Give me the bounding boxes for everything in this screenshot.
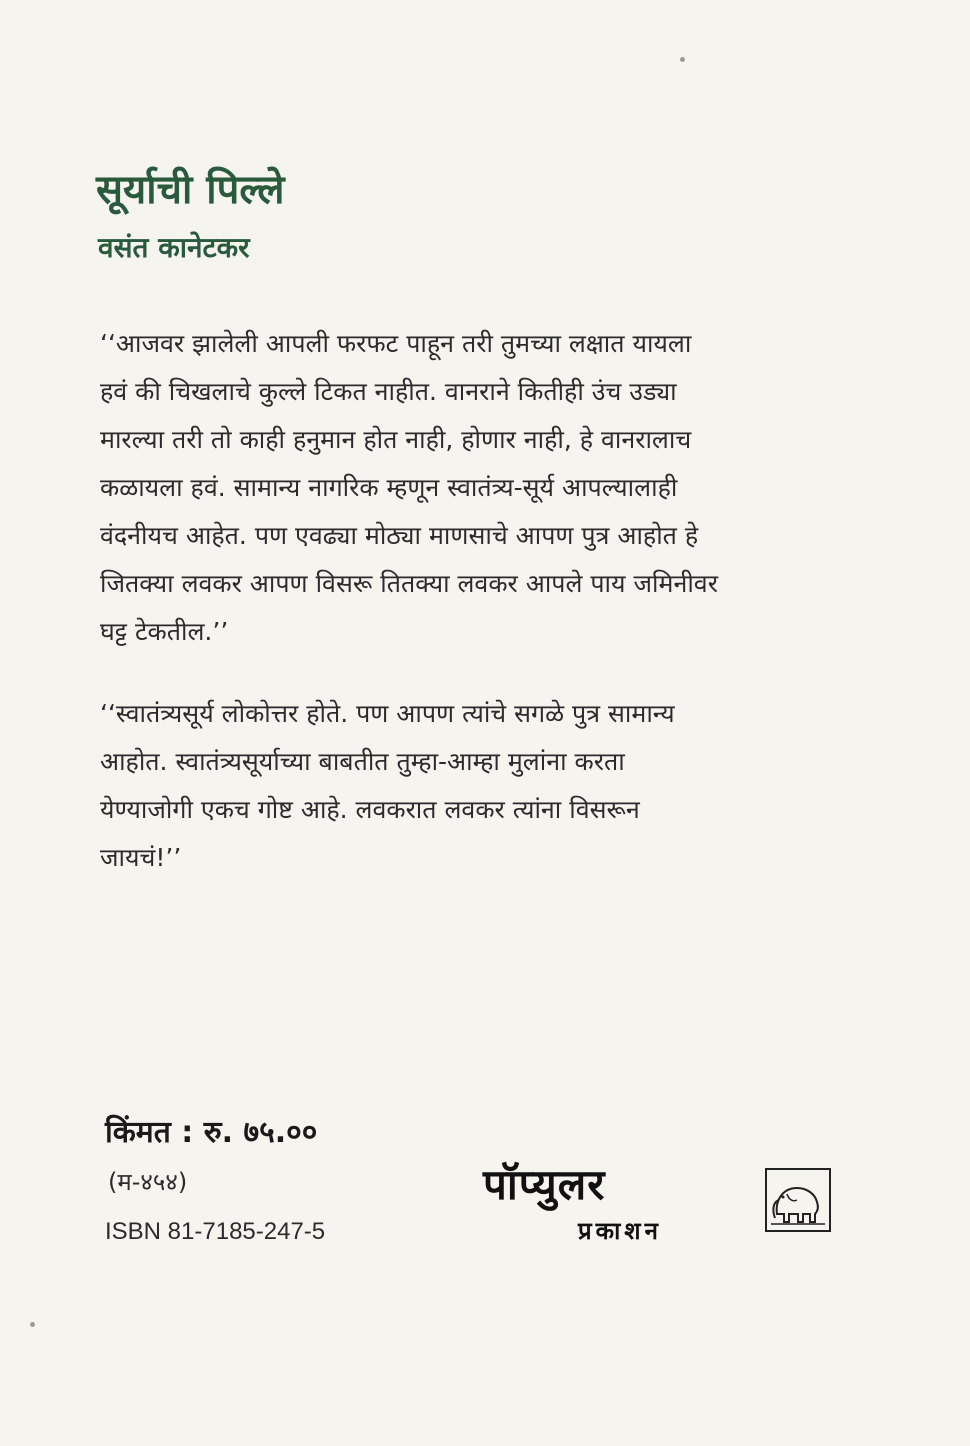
speck <box>30 1322 35 1327</box>
price-label: किंमत : रु. ७५.०० <box>105 1115 318 1150</box>
catalog-code: (म-४५४) <box>108 1168 188 1196</box>
blurb-paragraph-2 <box>100 690 830 882</box>
publisher-name: पॉप्युलर <box>483 1160 606 1209</box>
blurb-paragraph-1 <box>100 320 830 656</box>
elephant-icon <box>765 1168 831 1232</box>
blurb-line: ‘‘आजवर झालेली आपली फरफट पाहून तरी तुमच्या लक्षात यायला <box>100 329 692 358</box>
isbn-label: ISBN 81-7185-247-5 <box>105 1218 326 1245</box>
blurb-line: घट्ट टेकतील.’’ <box>100 617 229 646</box>
blurb-line: कळायला हवं. सामान्य नागरिक म्हणून स्वातंत्र्य-सूर्य आपल्यालाही <box>100 473 678 502</box>
blurb-line: आहोत. स्वातंत्र्यसूर्याच्या बाबतीत तुम्हा-आम्हा मुलांना करता <box>100 747 625 776</box>
book-title: सूर्याची पिल्ले <box>96 167 285 213</box>
blurb-line: येण्याजोगी एकच गोष्ट आहे. लवकरात लवकर त्यांना विसरून <box>100 795 640 824</box>
publisher-subtitle: प्रकाशन <box>578 1217 662 1245</box>
blurb-line: वंदनीयच आहेत. पण एवढ्या मोठ्या माणसाचे आपण पुत्र आहोत हे <box>100 521 699 550</box>
blurb-line: हवं की चिखलाचे कुल्ले टिकत नाहीत. वानराने कितीही उंच उड्या <box>100 377 677 406</box>
book-author: वसंत कानेटकर <box>98 231 250 264</box>
speck <box>680 57 685 62</box>
blurb-line: मारल्या तरी तो काही हनुमान होत नाही, होणार नाही, हे वानरालाच <box>100 425 692 454</box>
blurb-line: ‘‘स्वातंत्र्यसूर्य लोकोत्तर होते. पण आपण त्यांचे सगळे पुत्र सामान्य <box>100 699 675 728</box>
blurb-line: जितक्या लवकर आपण विसरू तितक्या लवकर आपले पाय जमिनीवर <box>100 569 718 598</box>
blurb-line: जायचं!’’ <box>100 843 182 872</box>
